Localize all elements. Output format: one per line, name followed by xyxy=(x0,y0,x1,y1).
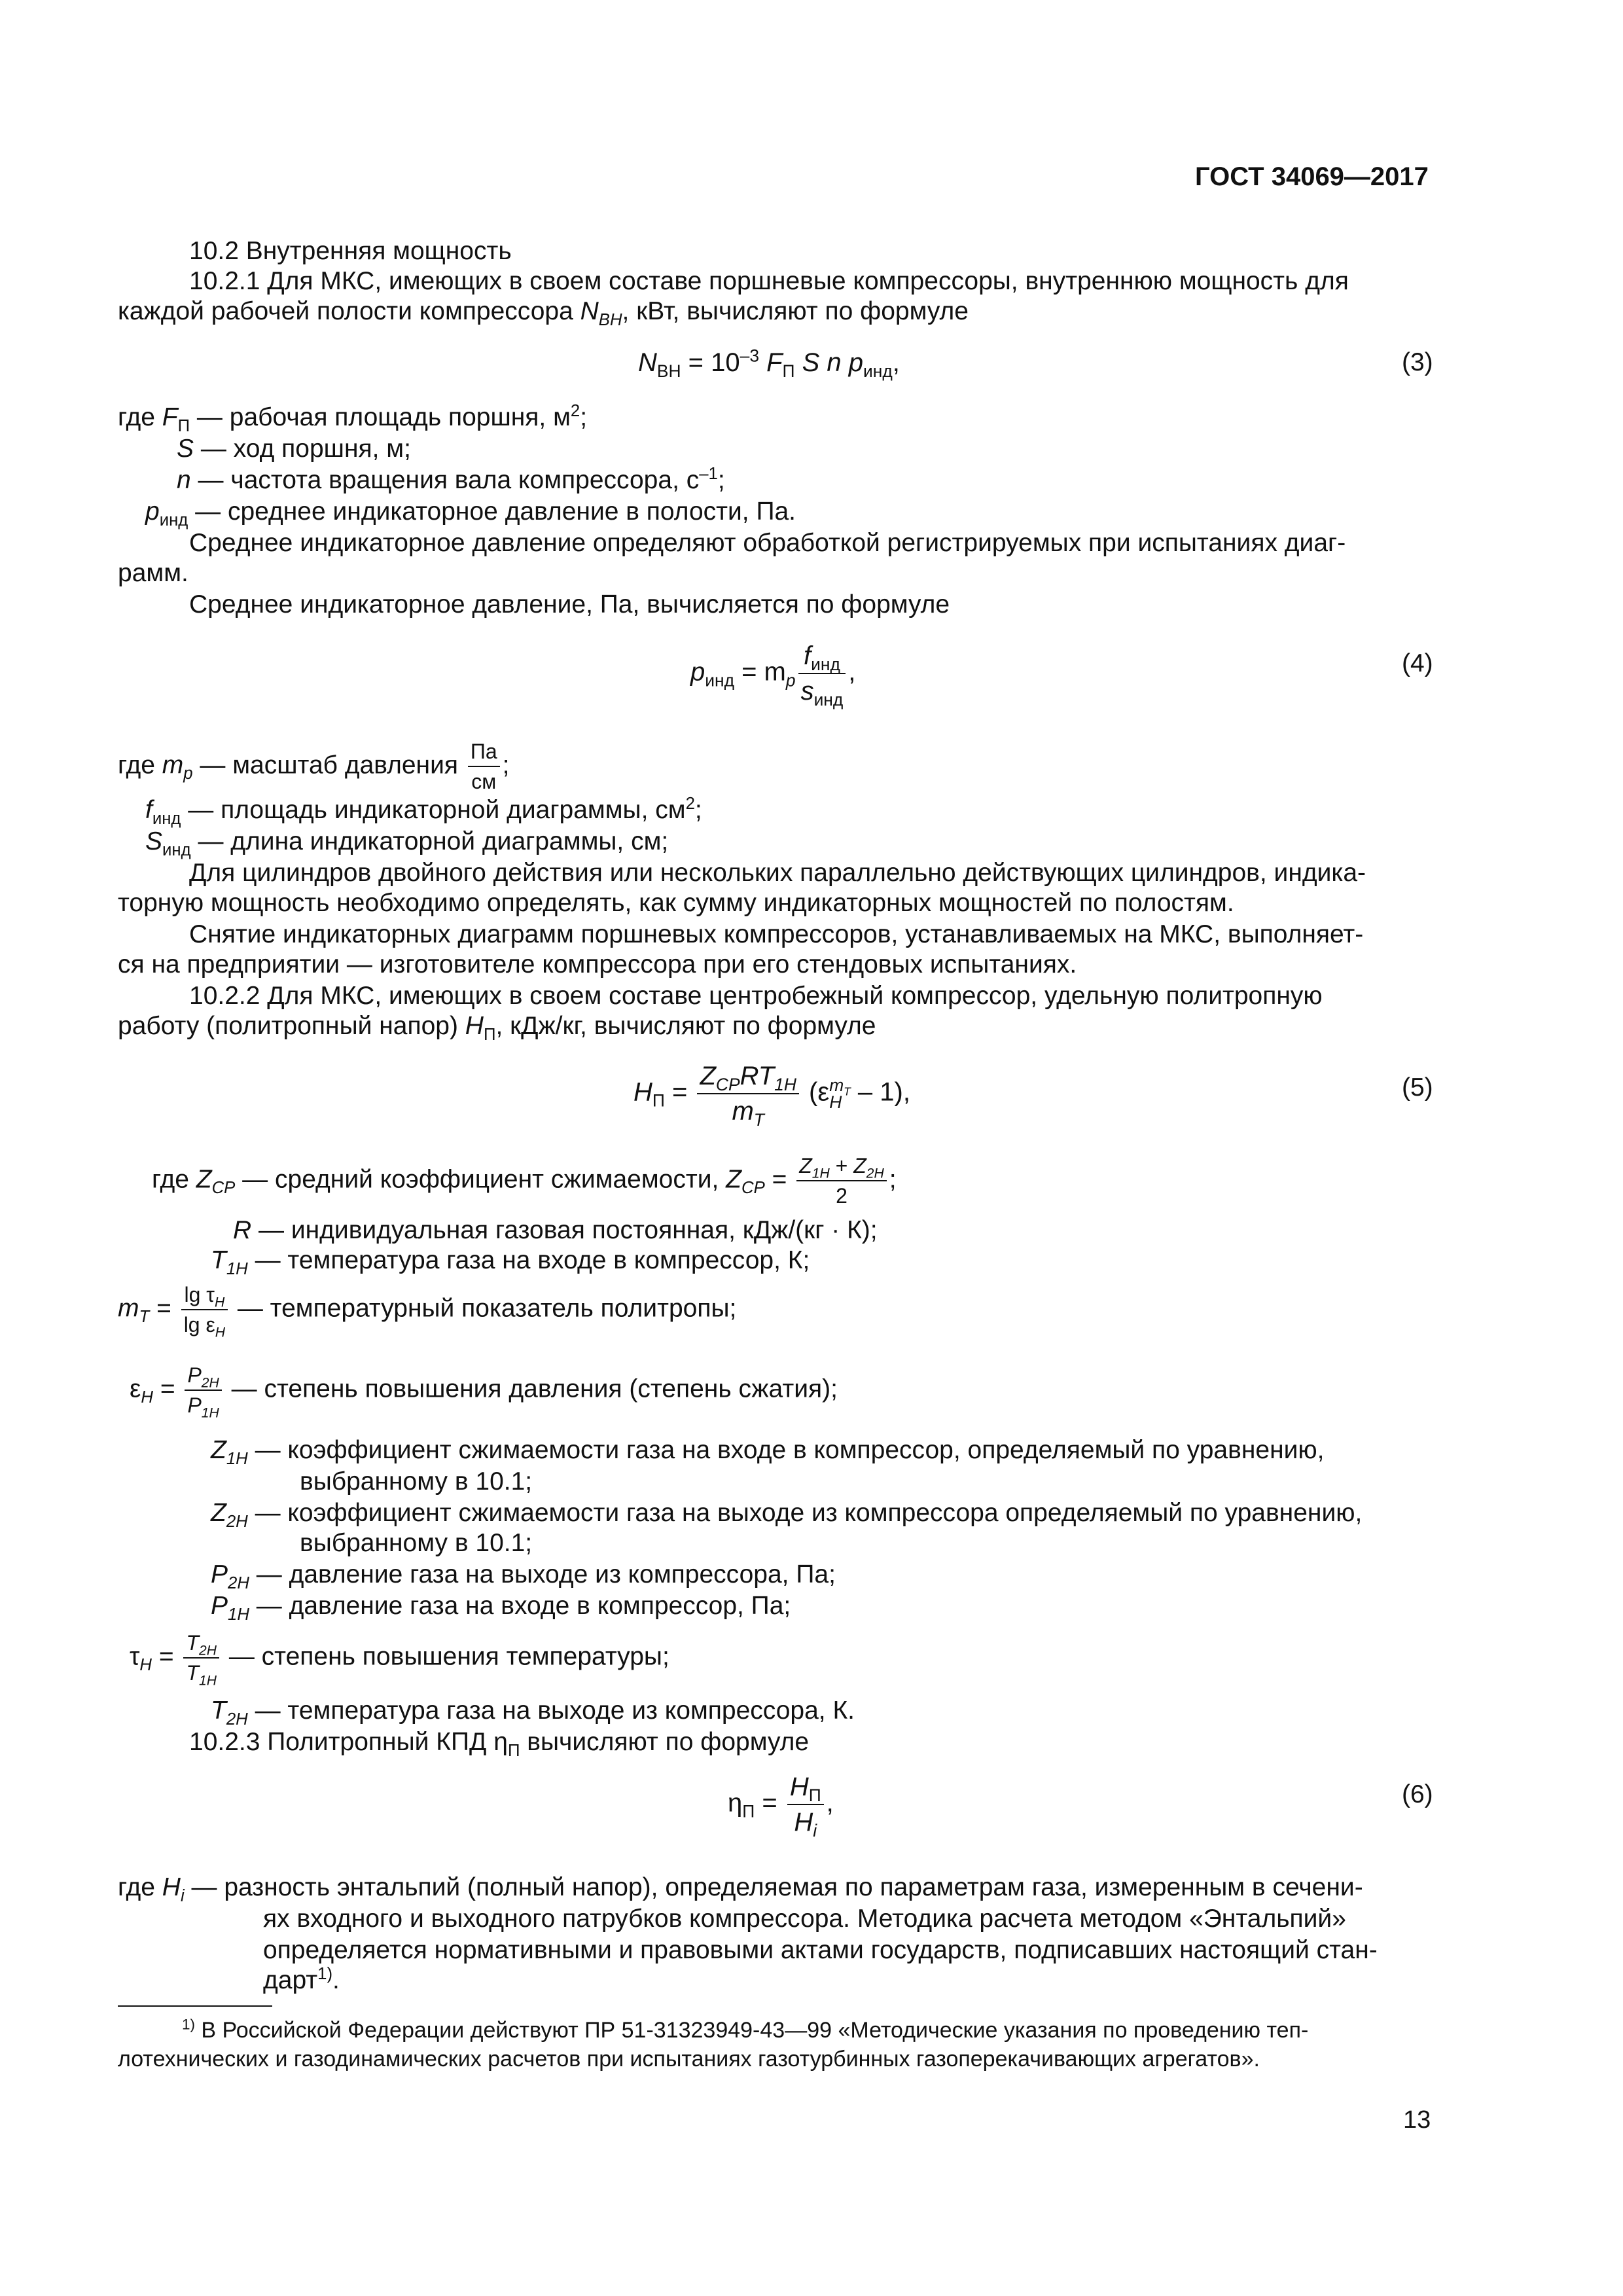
paragraph-10-2-3: 10.2.3 Политропный КПД $\eta_П$ вычисляют по формуле xyxy=(189,1728,810,1760)
paragraph-10-2-1-line1: 10.2.1 Для МКС, имеющих в своем составе поршневые компрессоры, внутреннюю мощность для xyxy=(189,267,1349,295)
formula-4: $p_{инд} = m_p$ $\frac{f_{инд}}{s_{инд}}$ , xyxy=(690,641,856,709)
def-zcp: где $Z_{CP}$ — средний коэффициент сжимаемости, $Z_{CP}$ = $\frac{Z_{1H} + Z_{2H}}{2}$ ; xyxy=(152,1154,897,1208)
paragraph-10-2-2-line2: работу (политропный напор) $H_П$, кДж/кг, вычисляют по формуле xyxy=(118,1012,876,1044)
def-f-ind: $f_{инд}$ — площадь индикаторной диаграммы, $см^2$; xyxy=(145,795,702,828)
paragraph-mean-pressure-line1: Среднее индикаторное давление определяют обработкой регистрируемых при испытаниях диаг- xyxy=(189,529,1346,557)
def-f-piston-area: где $F_П$ — рабочая площадь поршня, $м^2$; xyxy=(118,402,588,435)
formula-3: $N_{BH} = 10^{-3}$ $F_П$ S n $p_{инд}$, xyxy=(638,346,900,381)
def-p1h: $P_{1H}$ — давление газа на входе в компрессор, Па; xyxy=(211,1592,791,1624)
paragraph-10-2-2-line1: 10.2.2 Для МКС, имеющих в своем составе центробежный компрессор, удельную политропную xyxy=(189,982,1323,1010)
section-title: 10.2 Внутренняя мощность xyxy=(189,237,512,265)
def-s-stroke: S — ход поршня, м; xyxy=(177,435,411,463)
paragraph-mean-pressure-formula: Среднее индикаторное давление, Па, вычисляется по формуле xyxy=(189,590,950,619)
def-mp-scale: где $m_p$ — масштаб давления $\frac{Па}{см}$ ; xyxy=(118,740,510,793)
paragraph-diagram-removal-line2: ся на предприятии — изготовителе компрессора при его стендовых испытаниях. xyxy=(118,950,1077,978)
def-z2h: $Z_{2H}$ — коэффициент сжимаемости газа на выходе из компрессора определяемый по уравнению, xyxy=(211,1499,1363,1531)
def-r: R — индивидуальная газовая постоянная, кДж/(кг · К); xyxy=(233,1216,878,1244)
def-mt: $m_T$ = $\frac{\lg \tau_H}{\lg \varepsilon_H}$ — температурный показатель политропы; xyxy=(118,1283,737,1340)
footnote-line2: лотехнических и газодинамических расчетов при испытаниях газотурбинных газоперекачивающих агрегатов». xyxy=(118,2047,1260,2072)
def-hi-line3: определяется нормативными и правовыми актами государств, подписавших настоящий стан- xyxy=(263,1936,1378,1964)
def-p-ind: $p_{инд}$ — среднее индикаторное давление в полости, Па. xyxy=(145,497,796,529)
document-header: ГОСТ 34069—2017 xyxy=(1195,162,1429,191)
def-p2h: $P_{2H}$ — давление газа на выходе из компрессора, Па; xyxy=(211,1560,836,1592)
def-eps-h: $\varepsilon_H$ = $\frac{P_{2H}}{P_{1H}}$ — степень повышения давления (степень сжатия); xyxy=(130,1363,838,1421)
paragraph-double-action-line1: Для цилиндров двойного действия или нескольких параллельно действующих цилиндров, индика- xyxy=(189,859,1366,887)
formula-6: $\eta_П$ = $\frac{H_П}{H_i}$ , xyxy=(728,1772,834,1840)
def-hi-line2: ях входного и выходного патрубков компрессора. Методика расчета методом «Энтальпий» xyxy=(263,1905,1346,1933)
formula-3-number: (3) xyxy=(1402,348,1433,376)
page-number: 13 xyxy=(1403,2106,1431,2134)
footnote-line1: $^{1)}$ В Российской Федерации действуют ПР 51-31323949-43—99 «Методические указания по проведению теп- xyxy=(182,2016,1309,2043)
formula-5: $H_П$ = $\frac{Z_{CP}RT_{1H}}{m_T}$ (ε $m_T$ H – 1), xyxy=(633,1062,910,1130)
def-s-ind: $S_{инд}$ — длина индикаторной диаграммы, см; xyxy=(145,827,669,859)
def-z2h-cont: выбранному в 10.1; xyxy=(300,1529,533,1557)
def-t1h: $T_{1H}$ — температура газа на входе в компрессор, К; xyxy=(211,1246,810,1278)
formula-6-number: (6) xyxy=(1402,1780,1433,1808)
def-t2h: $T_{2H}$ — температура газа на выходе из компрессора, К. xyxy=(211,1696,855,1729)
paragraph-diagram-removal-line1: Снятие индикаторных диаграмм поршневых компрессоров, устанавливаемых на МКС, выполняет- xyxy=(189,920,1364,948)
def-tau-h: $\tau_H$ = $\frac{T_{2H}}{T_{1H}}$ — степень повышения температуры; xyxy=(130,1631,669,1689)
paragraph-10-2-1-line2: каждой рабочей полости компрессора $N_{BH}$, кВт, вычисляют по формуле xyxy=(118,297,969,329)
def-z1h: $Z_{1H}$ — коэффициент сжимаемости газа на входе в компрессор, определяемый по уравнению, xyxy=(211,1436,1325,1468)
def-n-rotation: n — частота вращения вала компрессора, $с^{-1}$; xyxy=(177,465,725,494)
paragraph-mean-pressure-line2: рамм. xyxy=(118,559,188,587)
formula-5-number: (5) xyxy=(1402,1073,1433,1102)
def-z1h-cont: выбранному в 10.1; xyxy=(300,1467,533,1496)
footnote-rule xyxy=(118,2005,272,2007)
def-hi: где $H_i$ — разность энтальпий (полный напор), определяемая по параметрам газа, измеренным в сечени- xyxy=(118,1873,1363,1905)
def-hi-line4: дарт$^{1)}$. xyxy=(263,1965,340,1994)
paragraph-double-action-line2: торную мощность необходимо определять, как сумму индикаторных мощностей по полостям. xyxy=(118,889,1234,917)
formula-4-number: (4) xyxy=(1402,649,1433,677)
